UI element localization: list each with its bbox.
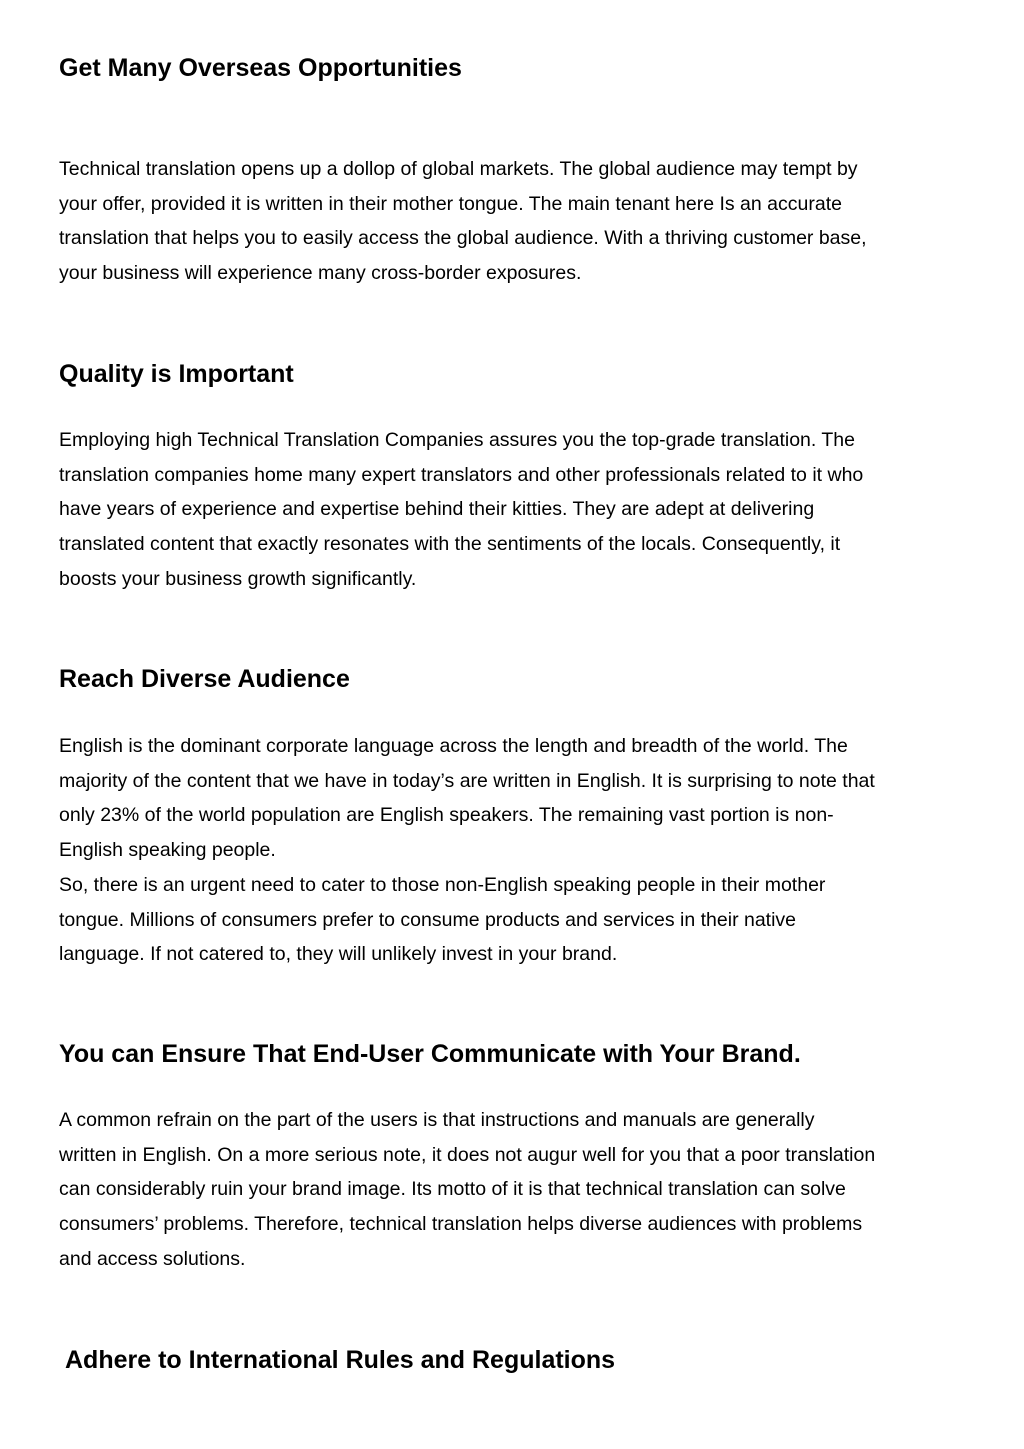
paragraph-line: can considerably ruin your brand image. Its motto of it is that technical translation can solve [59,1178,846,1201]
paragraph-line: your business will experience many cross-border exposures. [59,262,582,285]
paragraph-line: A common refrain on the part of the users is that instructions and manuals are generally [59,1109,815,1131]
paragraph-line: translated content that exactly resonates with the sentiments of the locals. Consequently, it [59,533,841,556]
paragraph-line: your offer, provided it is written in their mother tongue. The main tenant here Is an accurate [59,192,842,215]
section-heading: You can Ensure That End-User Communicate with Your Brand. [59,1040,801,1068]
paragraph-line: consumers’ problems. Therefore, technical translation helps diverse audiences with problems [59,1213,863,1236]
paragraph-line: written in English. On a more serious note, it does not augur well for you that a poor translation [59,1143,876,1166]
section-heading: Adhere to International Rules and Regulations [65,1346,616,1374]
section-heading: Reach Diverse Audience [59,665,350,693]
paragraph-line: language. If not catered to, they will unlikely invest in your brand. [59,943,618,966]
paragraph-line: and access solutions. [59,1247,246,1270]
paragraph-line: English is the dominant corporate language across the length and breadth of the world. The [59,735,848,757]
section-paragraph [59,729,979,972]
paragraph-line: have years of experience and expertise behind their kitties. They are adept at delivering [59,498,815,521]
paragraph-line: English speaking people. [59,839,276,862]
paragraph-line: tongue. Millions of consumers prefer to consume products and services in their native [59,908,797,931]
paragraph-line: majority of the content that we have in today’s are written in English. It is surprising to note that [59,769,875,792]
section-paragraph [59,423,979,597]
paragraph-line: translation companies home many expert translators and other professionals related to it who [59,463,864,486]
paragraph-line: So, there is an urgent need to cater to those non-English speaking people in their mother [59,873,826,896]
section-heading: Quality is Important [59,360,294,388]
section-heading: Get Many Overseas Opportunities [59,54,462,82]
paragraph-line: Technical translation opens up a dollop of global markets. The global audience may tempt by [59,158,858,180]
section-paragraph [59,152,979,291]
paragraph-line: boosts your business growth significantly. [59,567,417,590]
section-paragraph [59,1103,979,1277]
paragraph-line: translation that helps you to easily access the global audience. With a thriving customer base, [59,227,867,250]
paragraph-line: Employing high Technical Translation Companies assures you the top-grade translation. The [59,429,855,451]
paragraph-line: only 23% of the world population are English speakers. The remaining vast portion is non- [59,804,834,827]
